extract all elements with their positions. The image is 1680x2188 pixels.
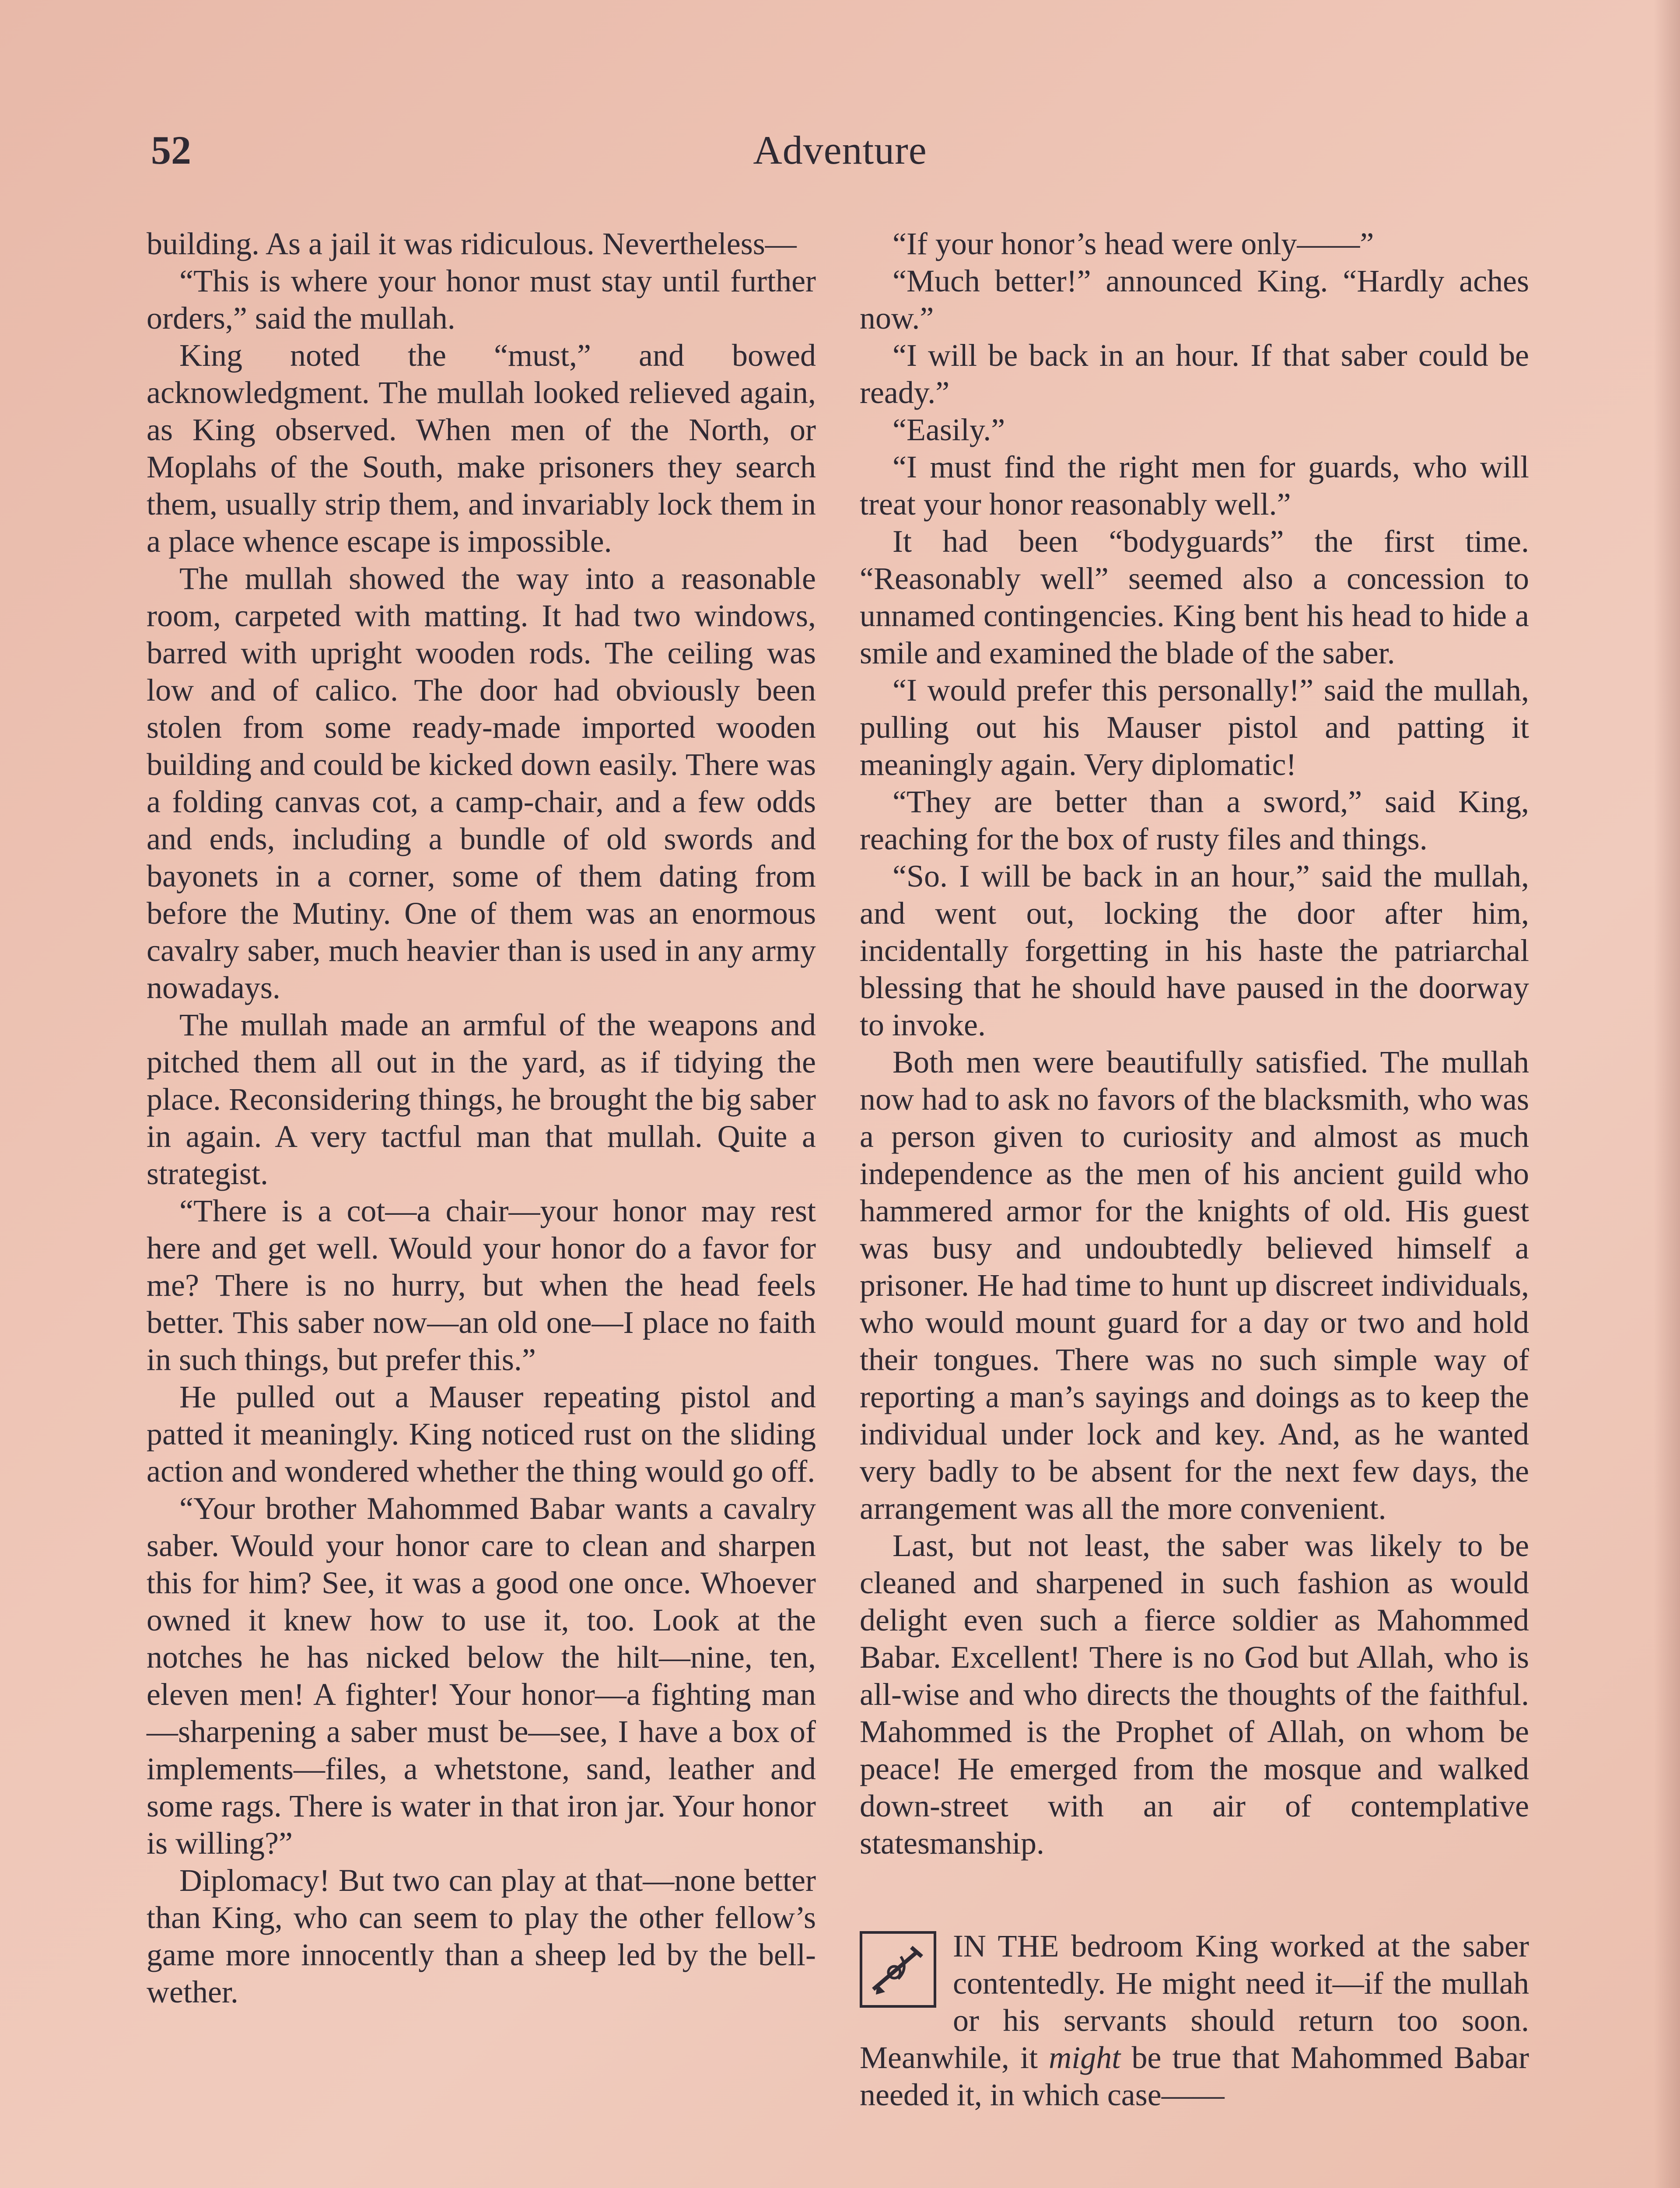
page-edge-shadow bbox=[1654, 0, 1680, 2188]
running-title: Adventure bbox=[753, 128, 927, 172]
paragraph: “They are better than a sword,” said King, reaching for the box of rusty files and things. bbox=[860, 784, 1529, 856]
section-paragraph bbox=[860, 1928, 1529, 2114]
paragraph: “I will be back in an hour. If that saber could be ready.” bbox=[860, 338, 1529, 410]
paragraph: “I would prefer this personally!” said the mullah, pulling out his Mauser pistol and patting it meaningly again. Very diplomatic! bbox=[860, 673, 1529, 782]
paragraph: King noted the “must,” and bowed acknowledgment. The mullah looked relieved again, as King observed. When men of the North, or Moplahs of the South, make prisoners they search them, usually strip them, and invariably lock them in a place whence escape is impossible. bbox=[147, 338, 816, 559]
paragraph: The mullah showed the way into a reasonable room, carpeted with matting. It had two windows, barred with upright wooden rods. The ceiling was low and of calico. The door had obviously been stolen from some ready-made imported wooden building and could be kicked down easily. There was a folding canvas cot, a camp-chair, and a few odds and ends, including a bundle of old swords and bayonets in a corner, some of them dating from before the Mutiny. One of them was an enormous cavalry saber, much heavier than is used in any army nowadays. bbox=[147, 561, 816, 1005]
section-break bbox=[860, 1928, 1529, 2114]
paragraph: “So. I will be back in an hour,” said the mullah, and went out, locking the door after him, incidentally forgetting in his haste the patriarchal blessing that he should have paused in the doorway to invoke. bbox=[860, 859, 1529, 1042]
paragraph: The mullah made an armful of the weapons and pitched them all out in the yard, as if tidying the place. Reconsidering things, he brought the big saber in again. A very tactful man that mullah. Quite a strategist. bbox=[147, 1007, 816, 1191]
left-column bbox=[147, 225, 816, 2011]
paragraph: “Much better!” announced King. “Hardly aches now.” bbox=[860, 263, 1529, 336]
section-tail: be true that Mahommed Babar needed it, in which case—— bbox=[860, 2040, 1529, 2112]
sword-ornament-icon bbox=[860, 1931, 936, 2008]
paragraph: “This is where your honor must stay until further orders,” said the mullah. bbox=[147, 263, 816, 336]
section-lead: IN THE bedroom King worked at the saber contentedly. He might need it—if the mullah or his servants should return too soon. Meanwhile, it bbox=[860, 1929, 1529, 2075]
paragraph: “Easily.” bbox=[892, 412, 1005, 447]
paragraph: Diplomacy! But two can play at that—none better than King, who can seem to play the other fellow’s game more innocently than a sheep led by the bell-wether. bbox=[147, 1863, 816, 2009]
paragraph: “If your honor’s head were only——” bbox=[892, 226, 1374, 261]
page-header bbox=[147, 127, 1533, 184]
paragraph: “Your brother Mahommed Babar wants a cavalry saber. Would your honor care to clean and sharpen this for him? See, it was a good one once. Whoever owned it knew how to use it, too. Look at the notches he has nicked below the hilt—nine, ten, eleven men! A fighter! Your honor—a fighting man—sharpening a saber must be—see, I have a box of implements—files, a whetstone, sand, leather and some rags. There is water in that iron jar. Your honor is willing?” bbox=[147, 1491, 816, 1861]
paragraph: Last, but not least, the saber was likely to be cleaned and sharpened in such fashion as would delight even such a fierce soldier as Mahommed Babar. Excellent! There is no God but Allah, who is all-wise and who directs the thoughts of the faithful. Mahommed is the Prophet of Allah, on whom be peace! He emerged from the mosque and walked down-street with an air of contemplative statesmanship. bbox=[860, 1528, 1529, 1861]
paragraph: “There is a cot—a chair—your honor may rest here and get well. Would your honor do a favor for me? There is no hurry, but when the head feels better. This saber now—an old one—I place no faith in such things, but prefer this.” bbox=[147, 1193, 816, 1377]
paragraph: building. As a jail it was ridiculous. Nevertheless— bbox=[147, 226, 797, 261]
paragraph: Both men were beautifully satisfied. The mullah now had to ask no favors of the blacksmith, who was a person given to curiosity and almost as much independence as the men of his ancient guild who hammered armor for the knights of old. His guest was busy and undoubtedly believed himself a prisoner. He had time to hunt up discreet individuals, who would mount guard for a day or two and hold their tongues. There was no such simple way of reporting a man’s sayings and doings as to keep the individual under lock and key. And, as he wanted very badly to be absent for the next few days, the arrangement was all the more convenient. bbox=[860, 1045, 1529, 1526]
right-column bbox=[860, 225, 1529, 2114]
emphasis: might bbox=[1049, 2040, 1121, 2075]
paragraph: “I must find the right men for guards, who will treat your honor reasonably well.” bbox=[860, 449, 1529, 522]
paragraph: It had been “bodyguards” the first time. “Reasonably well” seemed also a concession to unnamed contingencies. King bent his head to hide a smile and examined the blade of the saber. bbox=[860, 524, 1529, 670]
sword-ornament-icon-graphic bbox=[865, 1937, 931, 2002]
page-number: 52 bbox=[151, 128, 191, 172]
paragraph: He pulled out a Mauser repeating pistol and patted it meaningly. King noticed rust on the sliding action and wondered whether the thing would go off. bbox=[147, 1379, 816, 1489]
